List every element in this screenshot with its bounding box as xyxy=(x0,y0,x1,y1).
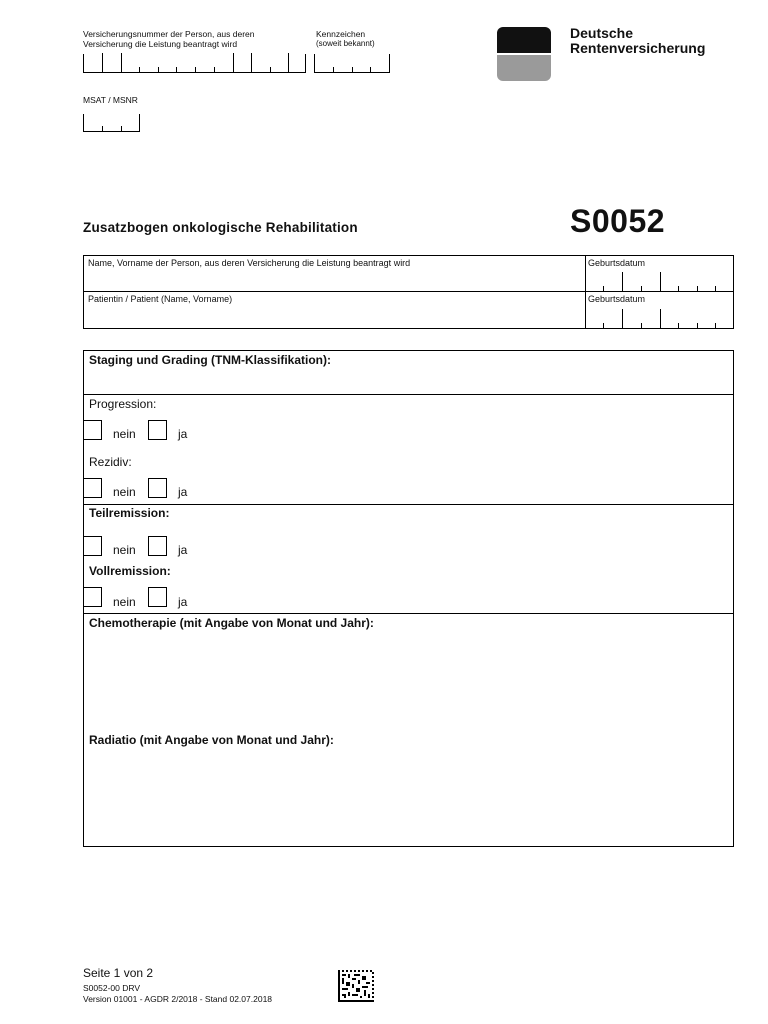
identity-row-divider xyxy=(83,291,734,292)
progression-no-checkbox[interactable] xyxy=(83,420,102,439)
patient-name-field[interactable] xyxy=(84,304,584,328)
chemotherapie-heading: Chemotherapie (mit Angabe von Monat und Jahr): xyxy=(89,616,374,630)
page-number: Seite 1 von 2 xyxy=(83,966,154,980)
teilremission-heading: Teilremission: xyxy=(89,506,170,520)
birthdate-field-1[interactable] xyxy=(586,270,733,291)
msat-label: MSAT / MSNR xyxy=(83,95,138,105)
birthdate-label-1: Geburtsdatum xyxy=(588,258,646,268)
radiatio-heading: Radiatio (mit Angabe von Monat und Jahr): xyxy=(89,733,334,747)
vollremission-no-label: nein xyxy=(113,595,136,609)
progression-yes-checkbox[interactable] xyxy=(148,420,167,439)
logo-line2: Rentenversicherung xyxy=(570,40,706,56)
staging-heading: Staging und Grading (TNM-Klassifikation): xyxy=(89,353,331,367)
rezidiv-no-checkbox[interactable] xyxy=(83,478,102,497)
progression-label: Progression: xyxy=(89,397,157,411)
chemotherapie-input[interactable] xyxy=(84,632,733,727)
patient-name-label: Patientin / Patient (Name, Vorname) xyxy=(88,294,233,304)
form-code: S0052 xyxy=(570,203,666,239)
progression-yes-label: ja xyxy=(178,427,188,441)
insurance-number-label-line1: Versicherungsnummer der Person, aus deren xyxy=(83,29,255,39)
vollremission-yes-checkbox[interactable] xyxy=(148,587,167,606)
birthdate-label-2: Geburtsdatum xyxy=(588,294,646,304)
vollremission-heading: Vollremission: xyxy=(89,564,171,578)
teilremission-no-checkbox[interactable] xyxy=(83,536,102,555)
logo-mark-bottom xyxy=(497,55,551,81)
kennzeichen-title: Kennzeichen xyxy=(316,29,366,39)
vollremission-no-checkbox[interactable] xyxy=(83,587,102,606)
datamatrix-code xyxy=(338,970,374,1002)
kennzeichen-label xyxy=(316,29,375,48)
form-title: Zusatzbogen onkologische Rehabilitation xyxy=(83,220,358,235)
insurance-number-label-line2: Versicherung die Leistung beantragt wird xyxy=(83,39,238,49)
rezidiv-yes-label: ja xyxy=(178,485,188,499)
teilremission-yes-label: ja xyxy=(178,543,188,557)
kennzeichen-field[interactable] xyxy=(314,54,390,73)
rezidiv-yes-checkbox[interactable] xyxy=(148,478,167,497)
rezidiv-label: Rezidiv: xyxy=(89,455,132,469)
staging-input[interactable] xyxy=(84,370,733,393)
doc-id: S0052-00 DRV xyxy=(83,983,141,993)
teilremission-yes-checkbox[interactable] xyxy=(148,536,167,555)
divider-staging xyxy=(83,394,734,395)
insurance-number-label xyxy=(83,29,255,49)
insured-name-field[interactable] xyxy=(84,268,584,290)
logo-mark-top xyxy=(497,27,551,53)
insurance-number-field[interactable] xyxy=(83,54,306,73)
logo-line1: Deutsche xyxy=(570,25,634,41)
version-info: Version 01001 - AGDR 2/2018 - Stand 02.07.2018 xyxy=(83,994,273,1004)
logo-text xyxy=(570,26,705,56)
divider-therapy xyxy=(83,613,734,614)
vollremission-yes-label: ja xyxy=(178,595,188,609)
insured-name-label: Name, Vorname der Person, aus deren Versicherung die Leistung beantragt wird xyxy=(88,258,411,268)
teilremission-no-label: nein xyxy=(113,543,136,557)
kennzeichen-subtitle: (soweit bekannt) xyxy=(316,39,375,48)
divider-remission xyxy=(83,504,734,505)
radiatio-input[interactable] xyxy=(84,750,733,846)
progression-no-label: nein xyxy=(113,427,136,441)
birthdate-field-2[interactable] xyxy=(586,307,733,328)
msat-field[interactable] xyxy=(83,114,140,132)
rezidiv-no-label: nein xyxy=(113,485,136,499)
